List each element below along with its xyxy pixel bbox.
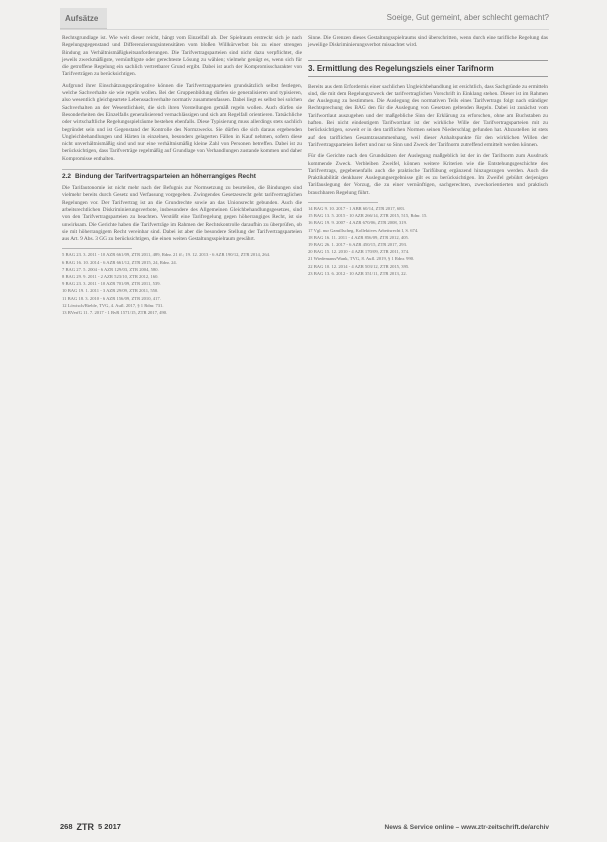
- body-paragraph: Für die Gerichte nach den Grundsätzen der Auslegung maßgeblich ist der in der Tarifnorm zum Ausdruck kommende Zweck. Verbleiben Zweifel, können weitere Kriterien wie die Entstehungsgeschichte des Tarifvertrags, gegebenenfalls auch die praktische Tarifübung ergänzend hinzugezogen werden. Auch die Praktikabilität denkbarer Auslegungsergebnisse gilt es zu berücksichtigen. Im Zweifel gebührt derjenigen Tarifauslegung der Vorzug, die zu einer vernünftigen, sachgerechten, zweckorientierten und praktisch brauchbaren Regelung führt.: [308, 153, 548, 196]
- journal-name: ZTR: [76, 822, 95, 832]
- footnote: 10 BAG 19. 1. 2011 - 3 AZR 29/09, ZTR 2011, 550.: [62, 288, 159, 294]
- footnotes-left: [62, 252, 302, 316]
- archive-link[interactable]: News & Service online – www.ztr-zeitschrift.de/archiv: [384, 823, 549, 831]
- footer-left: [60, 822, 121, 832]
- footnote: 9 BAG 23. 3. 2011 - 10 AZR 701/09, ZTR 2011, 539.: [62, 281, 161, 287]
- section-title: Ermittlung des Regelungsziels einer Tarifnorm: [316, 63, 494, 73]
- page-footer: [60, 822, 549, 832]
- footnote: 17 Vgl. nur Gamillscheg, Kollektives Arbeitsrecht I, S. 674.: [308, 227, 419, 233]
- body-paragraph: Die Tarifautonomie ist nicht mehr nach der Befugnis zur Normsetzung zu beurteilen, die Bindungen sind vielmehr bereits durch Gesetz und Verfassung vorgegeben. Zwingendes Gesetzesrecht geht tarifvertraglichen Regelungen vor. Der Tarifvertrag ist an die Grundrechte sowie an das Unionsrecht gebunden. Auch die arbeitsrechtlichen Diskriminierungsverbote, insbesondere des Allgemeinen Gleichbehandlungsgesetzes, sind von den Tarifvertragsparteien zu beachten. Verstößt eine Tarifregelung gegen höherrangiges Recht, ist sie unwirksam. Die Gerichte haben die Tarifverträge im Rahmen der Rechtskontrolle daraufhin zu überprüfen, ob sie mit höherrangigem Recht vereinbar sind. Dabei ist aber die besondere Stellung der Tarifvertragsparteien aus Art. 9 Abs. 3 GG zu berücksichtigen, die einen weiten Gestaltungsspielraum gewährt.: [62, 185, 302, 243]
- footnote-rule: [308, 202, 378, 203]
- footnote: 11 BAG 18. 3. 2010 - 6 AZR 156/09, ZTR 2010, 417.: [62, 295, 161, 301]
- footnote: 13 BVerfG 11. 7. 2017 - 1 BvR 1571/15, ZTR 2017, 490.: [62, 310, 168, 316]
- footnote: 20 BAG 15. 12. 2010 - 4 AZR 170/09, ZTR 2011, 374.: [308, 249, 410, 255]
- footnote: 7 BAG 27. 5. 2004 - 6 AZR 129/03, ZTR 2004, 580.: [62, 266, 159, 272]
- footnote-rule: [62, 248, 132, 249]
- body-paragraph: Aufgrund ihrer Einschätzungsprärogative können die Tarifvertragsparteien grundsätzlich selbst festlegen, welche Sachverhalte sie wie regeln wollen. Bei der Gruppenbildung dürfen sie generalisieren und typisieren, also wesentlich gleichgeartete Lebenssachverhalte normativ zusammenfassen. Dabei liegt es selbst bei solchen Sachverhalten an der Wesentlichkeit, die sich ihren Vorstellungen gemäß regeln wollen. Auch dürfen sie Besonderheiten des Einzelfalls generalisierend vernachlässigen und sich am Regelfall orientieren. Tatsächliche oder wirtschaftliche Regelungsspielräume bestehen ebenfalls. Diese Typisierung muss allerdings stets sachlich begründet sein und ist Gegenstand der Kontrolle des Normzwecks. Sie dürfen die sich daraus ergebenden Ungleichbehandlungen und Härten in einzelnen, besonders gelagerten Fällen in Kauf nehmen, sofern diese nicht unverhältnismäßig sind und nur eine verhältnismäßig kleine Zahl von Personen betreffen. Dabei ist zu berücksichtigen, dass Tarifverträge regelmäßig auf Grundlage von Verhandlungen zustande kommen und daher Kompromisse enthalten.: [62, 82, 302, 162]
- footnotes-right: [308, 206, 548, 277]
- body-paragraph: Bereits aus dem Erfordernis einer sachlichen Ungleichbehandlung ist ersichtlich, dass Sachgründe zu ermitteln sind, die mit dem Regelungszweck der tarifvertraglichen Vorschrift in Einklang stehen. Dieser ist im Rahmen der Auslegung zu bestimmen. Die Auslegung des normativen Teils eines Tarifvertrags folgt nach ständiger Rechtsprechung des BAG den für die Auslegung von Gesetzen geltenden Regeln. Dabei ist zunächst vom Tarifwortlaut auszugehen und der maßgebliche Sinn der Erklärung zu erforschen, ohne am Buchstaben zu haften. Bei nicht eindeutigem Tarifwortlaut ist der wirkliche Wille der Tarifvertragsparteien mit zu berücksichtigen, soweit er in den tariflichen Normen seinen Niederschlag gefunden hat. Abzustellen ist stets auf den tariflichen Gesamtzusammenhang, weil dieser Anhaltspunkte für den wirklichen Willen der Tarifvertragsparteien liefert und nur so Sinn und Zweck der Tarifnorm zutreffend ermittelt werden können.: [308, 83, 548, 148]
- section-heading: [308, 60, 548, 77]
- footnote: 12 Löwisch/Rieble, TVG, 4. Aufl. 2017, § 1 Rdnr. 731.: [62, 302, 164, 308]
- footnote: 23 BAG 13. 6. 2012 - 10 AZR 351/11, ZTR 2013, 22.: [308, 270, 407, 276]
- footnote: 14 BAG 9. 10. 2017 - 1 ABR 60/14, ZTR 2017, 683.: [308, 206, 405, 212]
- subsection-number: 2.2: [62, 173, 72, 181]
- subsection-title: Bindung der Tarifvertragsparteien an höherrangiges Recht: [75, 173, 256, 181]
- page-number: 268: [60, 822, 73, 831]
- header-rule: [60, 29, 549, 30]
- footnote: 8 BAG 29. 9. 2011 - 2 AZR 523/10, ZTR 2012, 160.: [62, 274, 159, 280]
- footnote: 16 BAG 19. 9. 2007 - 4 AZR 670/06, ZTR 2008, 319.: [308, 220, 408, 226]
- subsection-heading: [62, 169, 302, 180]
- issue-label: 5 2017: [98, 822, 121, 831]
- running-title: Soeige, Gut gemeint, aber schlecht gemacht?: [386, 13, 549, 22]
- footnote: 15 BAG 13. 5. 2015 - 10 AZR 266/14, ZTR 2015, 515, Rdnr. 15.: [308, 213, 428, 219]
- left-column: [62, 35, 302, 317]
- footnote: 5 BAG 23. 3. 2011 - 10 AZR 661/09, ZTR 2011, 489, Rdnr. 21 ff.; 19. 12. 2013 - 6 AZR 190/12, ZTR 2014, 264.: [62, 252, 271, 258]
- footnote: 18 BAG 16. 11. 2011 - 4 AZR 856/09, ZTR 2012, 405.: [308, 234, 409, 240]
- footnote: 21 Wiedemann/Wank, TVG, 8. Aufl. 2019, § 1 Rdnr. 990.: [308, 256, 415, 262]
- body-paragraph: Sinne. Die Grenzen dieses Gestaltungsspielraums sind überschritten, wenn durch eine tarifliche Regelung das jeweilige Diskriminierungsverbot missachtet wird.: [308, 35, 548, 49]
- footnote: 6 BAG 16. 10. 2014 - 6 AZR 661/12, ZTR 2015, 24, Rdnr. 24.: [62, 259, 177, 265]
- section-number: 3.: [308, 63, 315, 73]
- right-column: [308, 35, 548, 278]
- section-label: Aufsätze: [60, 8, 107, 29]
- footnote: 22 BAG 10. 12. 2014 - 4 AZR 503/12, ZTR 2015, 395.: [308, 263, 410, 269]
- footnote: 19 BAG 26. 1. 2017 - 6 AZR 450/15, ZTR 2017, 293.: [308, 242, 408, 248]
- body-paragraph: Rechtsgrundlage ist. Wie weit dieser reicht, hängt vom Einzelfall ab. Der Spielraum erstreckt sich je nach Regelungsgegenstand und Differenzierungsintensitäten vom bloßen Willkürverbot bis zu einer strengen Bindung an Verhältnismäßigkeitsanforderungen. Die Tarifvertragsparteien sind nicht dazu verpflichtet, die jeweils zweckmäßigste, vernünftigste oder gerechteste Lösung zu wählen; vielmehr genügt es, wenn sich für die getroffene Regelung ein sachlich vertretbarer Grund ergibt. Dabei ist auch der Kompromisscharakter von Tarifverträgen zu berücksichtigen.: [62, 35, 302, 78]
